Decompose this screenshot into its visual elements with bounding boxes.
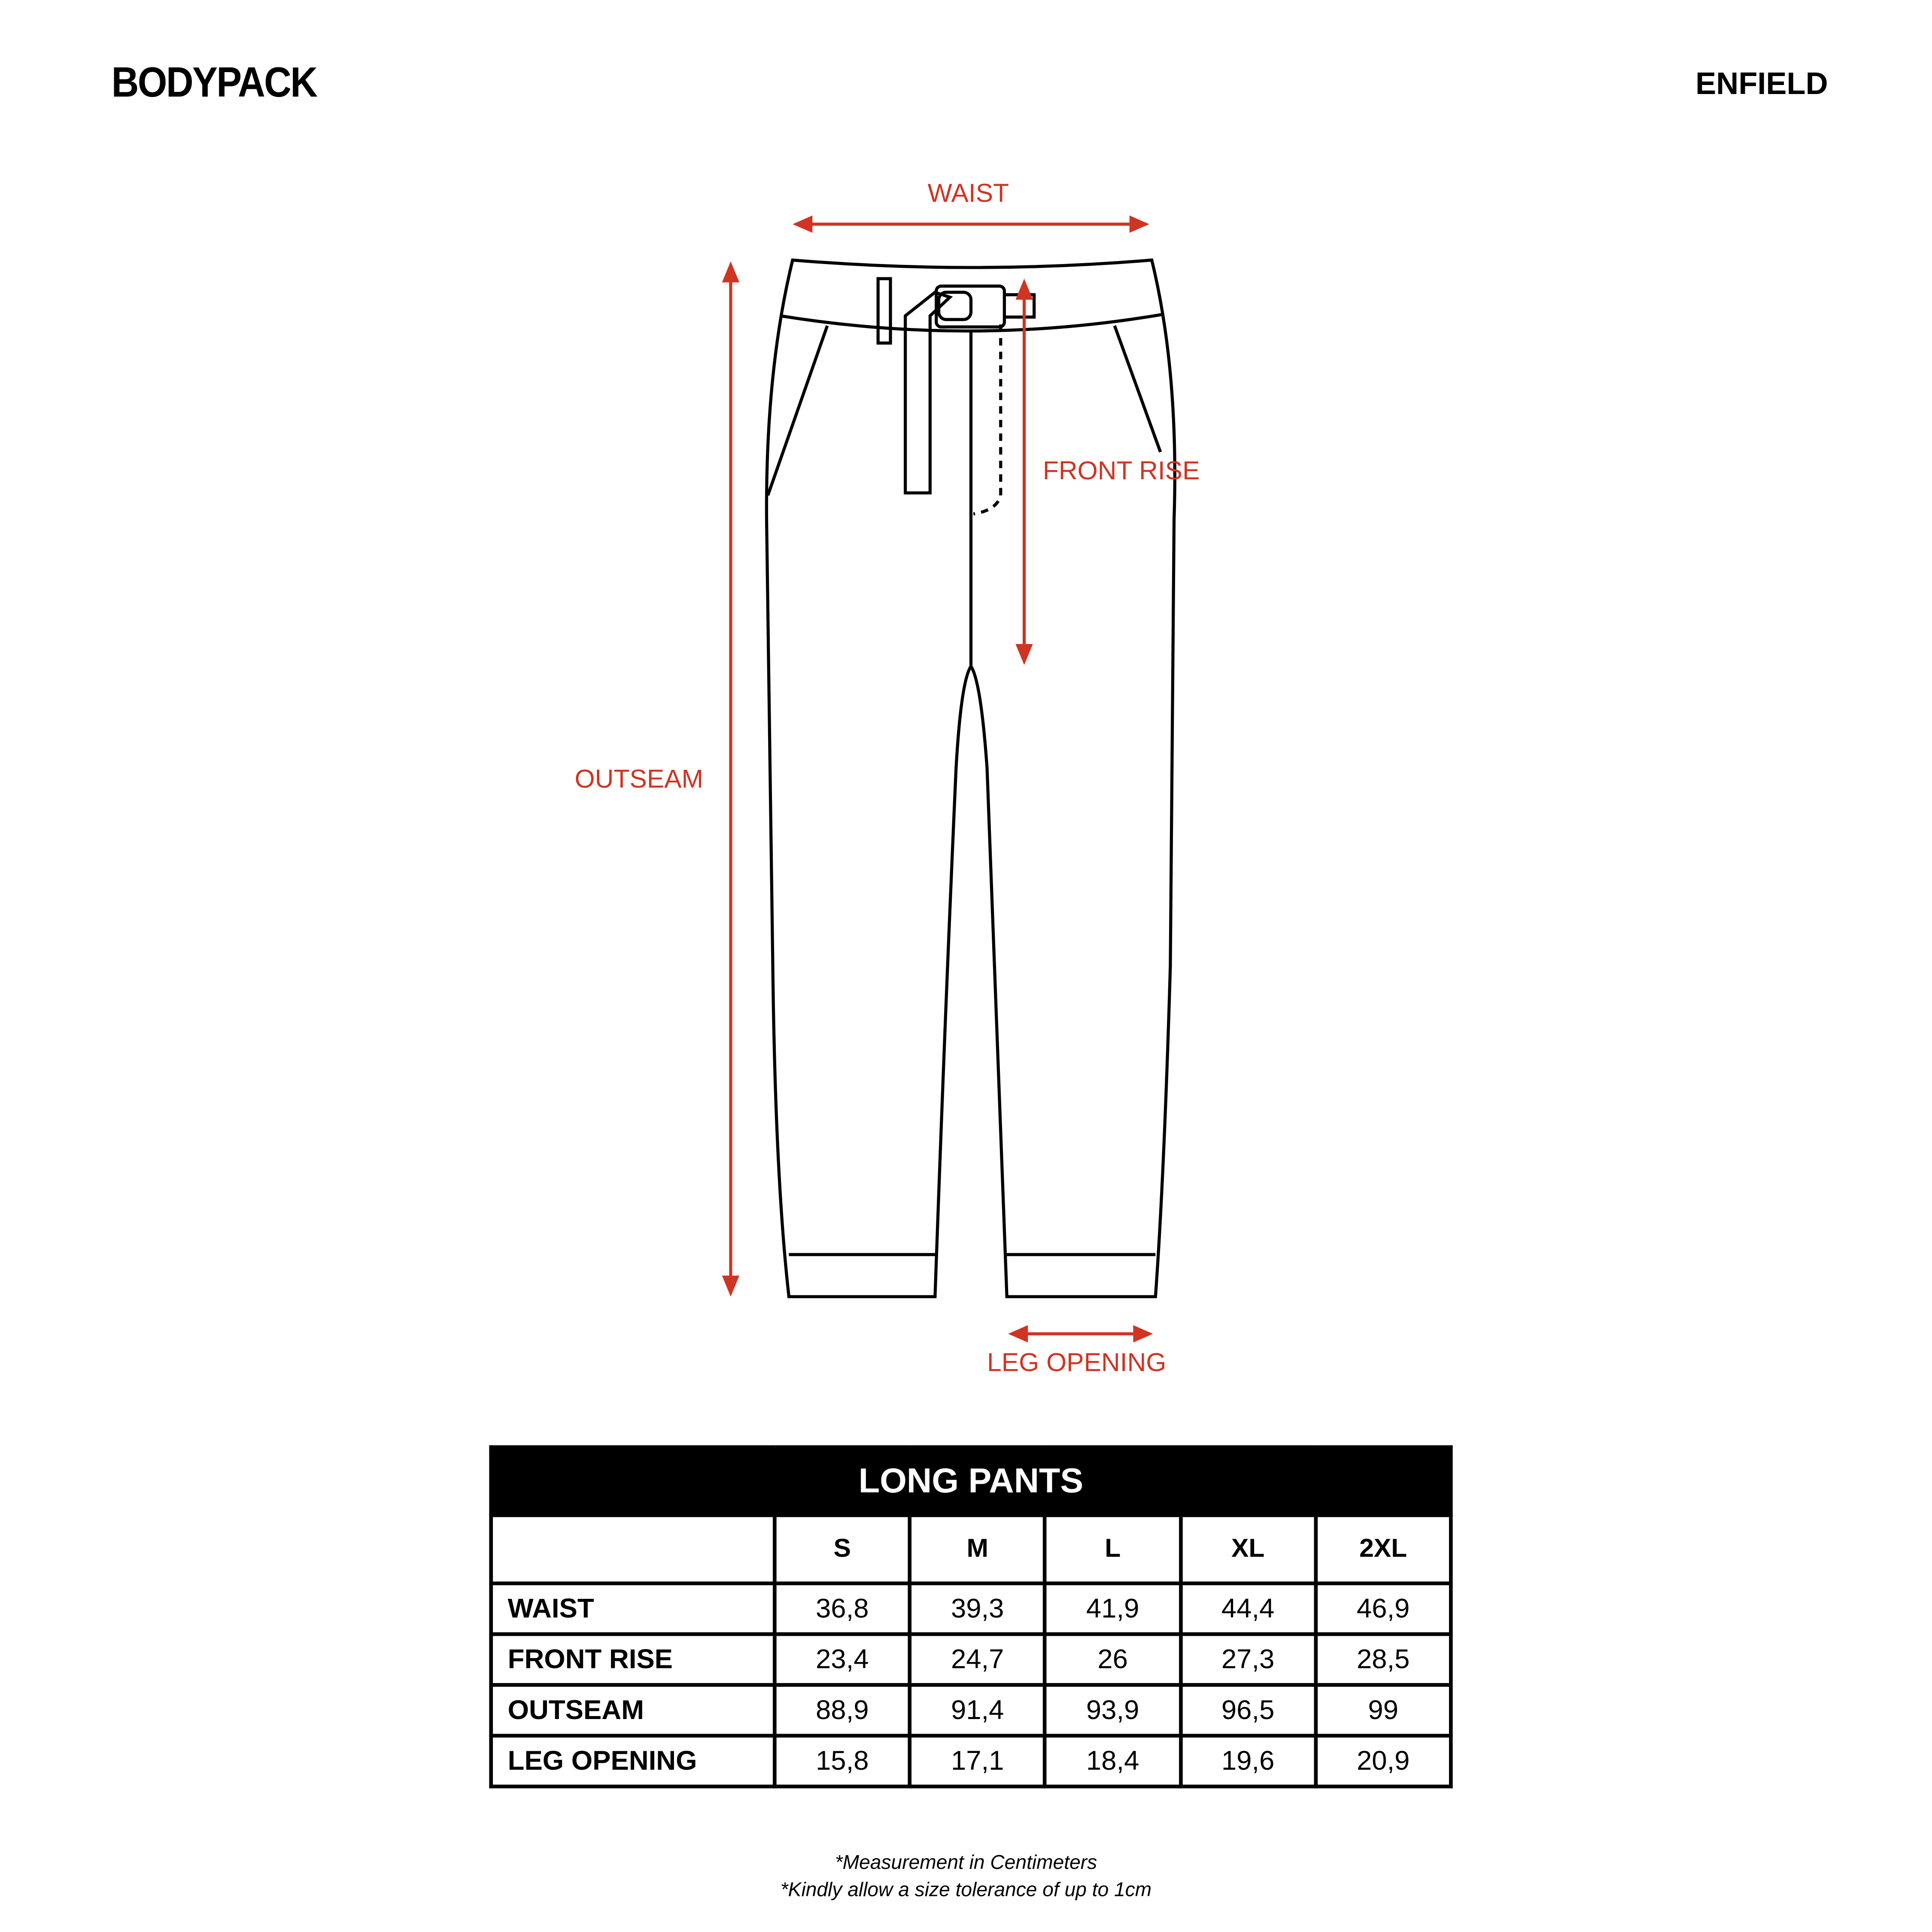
size-header: XL bbox=[1180, 1515, 1315, 1583]
empty-header-cell bbox=[491, 1515, 775, 1583]
size-header: 2XL bbox=[1315, 1515, 1451, 1583]
size-header: M bbox=[910, 1515, 1045, 1583]
table-cell: 46,9 bbox=[1315, 1583, 1451, 1634]
table-cell: 96,5 bbox=[1180, 1685, 1315, 1735]
size-header: S bbox=[775, 1515, 910, 1583]
front-rise-label: FRONT RISE bbox=[1042, 457, 1200, 486]
brand-logo: BODYPACK bbox=[111, 59, 317, 107]
table-cell: 99 bbox=[1315, 1685, 1451, 1735]
table-cell: 44,4 bbox=[1180, 1583, 1315, 1634]
measurement-arrows bbox=[722, 216, 1153, 1343]
size-header: L bbox=[1045, 1515, 1180, 1583]
waist-label: WAIST bbox=[927, 179, 1009, 208]
table-cell: 15,8 bbox=[775, 1736, 910, 1786]
table-cell: 27,3 bbox=[1180, 1634, 1315, 1685]
measurement-note: *Measurement in Centimeters bbox=[835, 1853, 1097, 1874]
size-header-row bbox=[491, 1515, 1451, 1583]
table-cell: 39,3 bbox=[910, 1583, 1045, 1634]
table-title: LONG PANTS bbox=[491, 1447, 1451, 1516]
table-row bbox=[491, 1634, 1451, 1685]
table-cell: 36,8 bbox=[775, 1583, 910, 1634]
row-label: WAIST bbox=[491, 1583, 775, 1634]
row-label: FRONT RISE bbox=[491, 1634, 775, 1685]
leg-opening-label: LEG OPENING bbox=[987, 1349, 1166, 1377]
product-name: ENFIELD bbox=[1695, 67, 1828, 102]
pants-outline bbox=[766, 260, 1175, 1297]
table-row bbox=[491, 1685, 1451, 1735]
table-cell: 41,9 bbox=[1045, 1583, 1180, 1634]
row-label: LEG OPENING bbox=[491, 1736, 775, 1786]
table-cell: 88,9 bbox=[775, 1685, 910, 1735]
table-cell: 24,7 bbox=[910, 1634, 1045, 1685]
tolerance-note: *Kindly allow a size tolerance of up to 1cm bbox=[780, 1880, 1152, 1901]
table-cell: 26 bbox=[1045, 1634, 1180, 1685]
size-table bbox=[489, 1445, 1452, 1788]
table-cell: 19,6 bbox=[1180, 1736, 1315, 1786]
row-label: OUTSEAM bbox=[491, 1685, 775, 1735]
table-cell: 23,4 bbox=[775, 1634, 910, 1685]
table-cell: 17,1 bbox=[910, 1736, 1045, 1786]
table-cell: 28,5 bbox=[1315, 1634, 1451, 1685]
table-row bbox=[491, 1736, 1451, 1786]
outseam-label: OUTSEAM bbox=[574, 765, 704, 794]
table-cell: 18,4 bbox=[1045, 1736, 1180, 1786]
table-cell: 20,9 bbox=[1315, 1736, 1451, 1786]
table-cell: 93,9 bbox=[1045, 1685, 1180, 1735]
table-row bbox=[491, 1583, 1451, 1634]
table-cell: 91,4 bbox=[910, 1685, 1045, 1735]
